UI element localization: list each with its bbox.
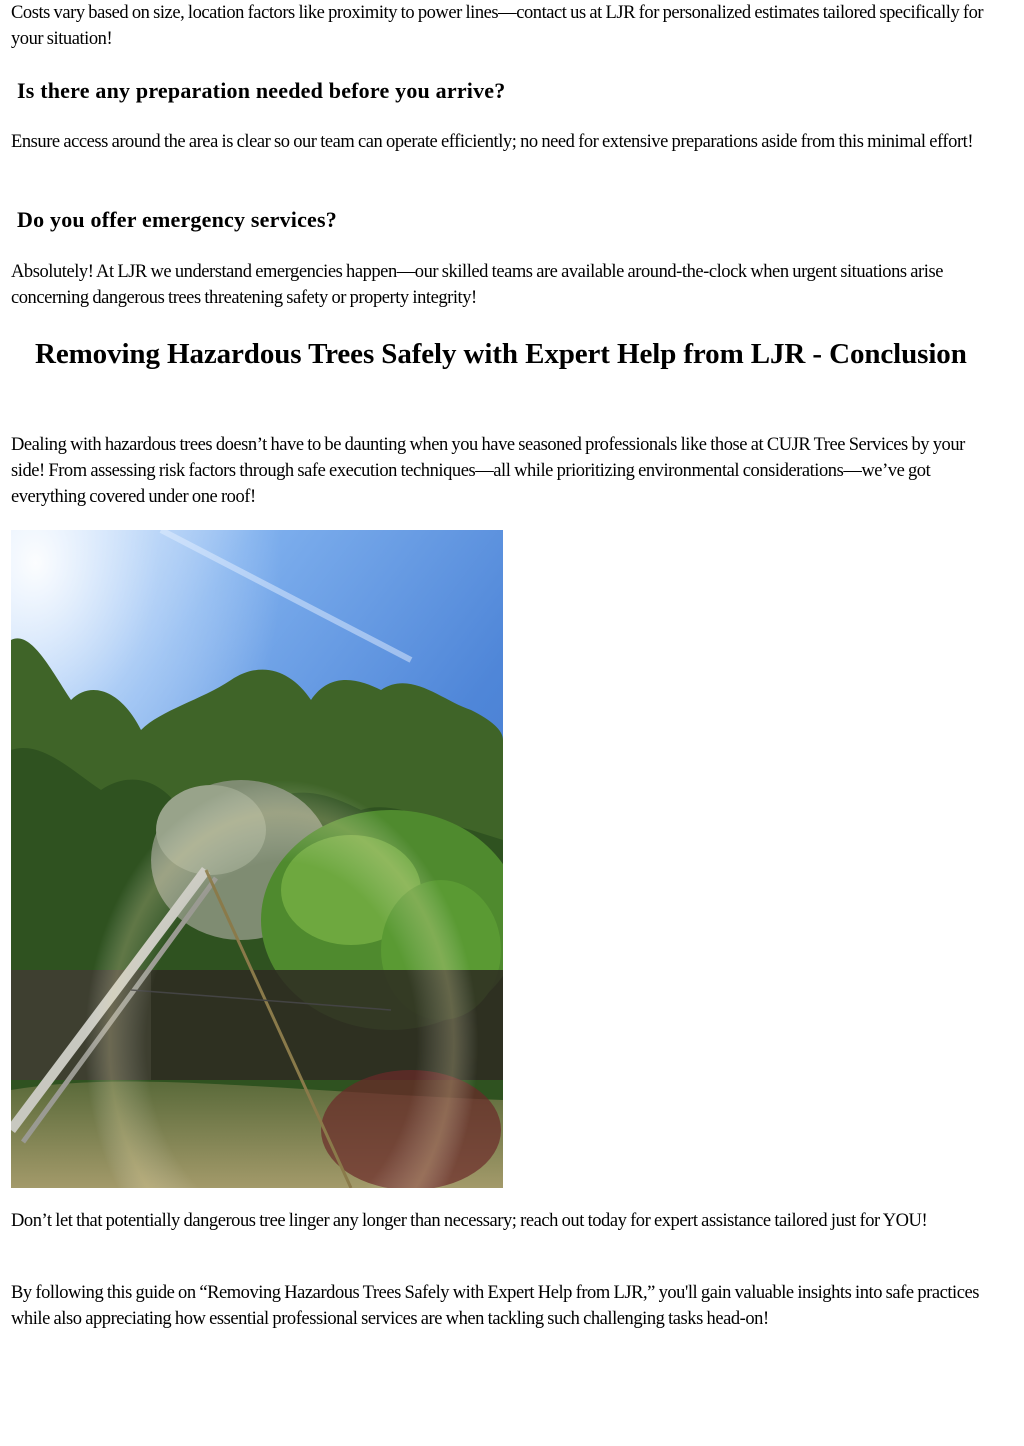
conclusion-heading [11, 337, 967, 372]
guide-summary-paragraph: By following this guide on “Removing Hazardous Trees Safely with Expert Help from LJR,” you'll gain valuable insights into safe practices while also appreciating how essential professional services are when tackling such challenging tasks head-on! [11, 1283, 980, 1329]
conclusion-paragraph: Dealing with hazardous trees doesn’t have to be daunting when you have seasoned professionals like those at CUJR Tree Services by your side! From assessing risk factors through safe execution techniques—all while prioritizing environmental considerations—we’ve got everything covered under one roof! [11, 435, 965, 507]
conclusion-heading-text: Removing Hazardous Trees Safely with Expert Help from LJR - Conclusion [35, 338, 967, 370]
preparation-answer-paragraph: Ensure access around the area is clear so our team can operate efficiently; no need for extensive preparations aside from this minimal effort! [11, 132, 974, 152]
faq-question-emergency: Do you offer emergency services? [17, 207, 337, 232]
tree-photo [11, 530, 503, 1188]
emergency-answer-paragraph: Absolutely! At LJR we understand emergencies happen—our skilled teams are available around-the-clock when urgent situations arise concerning dangerous trees threatening safety or property integrity! [11, 262, 943, 308]
cost-answer-paragraph: Costs vary based on size, location factors like proximity to power lines—contact us at LJR for personalized estimates tailored specifically for your situation! [11, 3, 984, 49]
faq-question-preparation: Is there any preparation needed before you arrive? [17, 78, 506, 103]
closing-call-to-action-paragraph: Don’t let that potentially dangerous tree linger any longer than necessary; reach out today for expert assistance tailored just for YOU! [11, 1211, 928, 1231]
